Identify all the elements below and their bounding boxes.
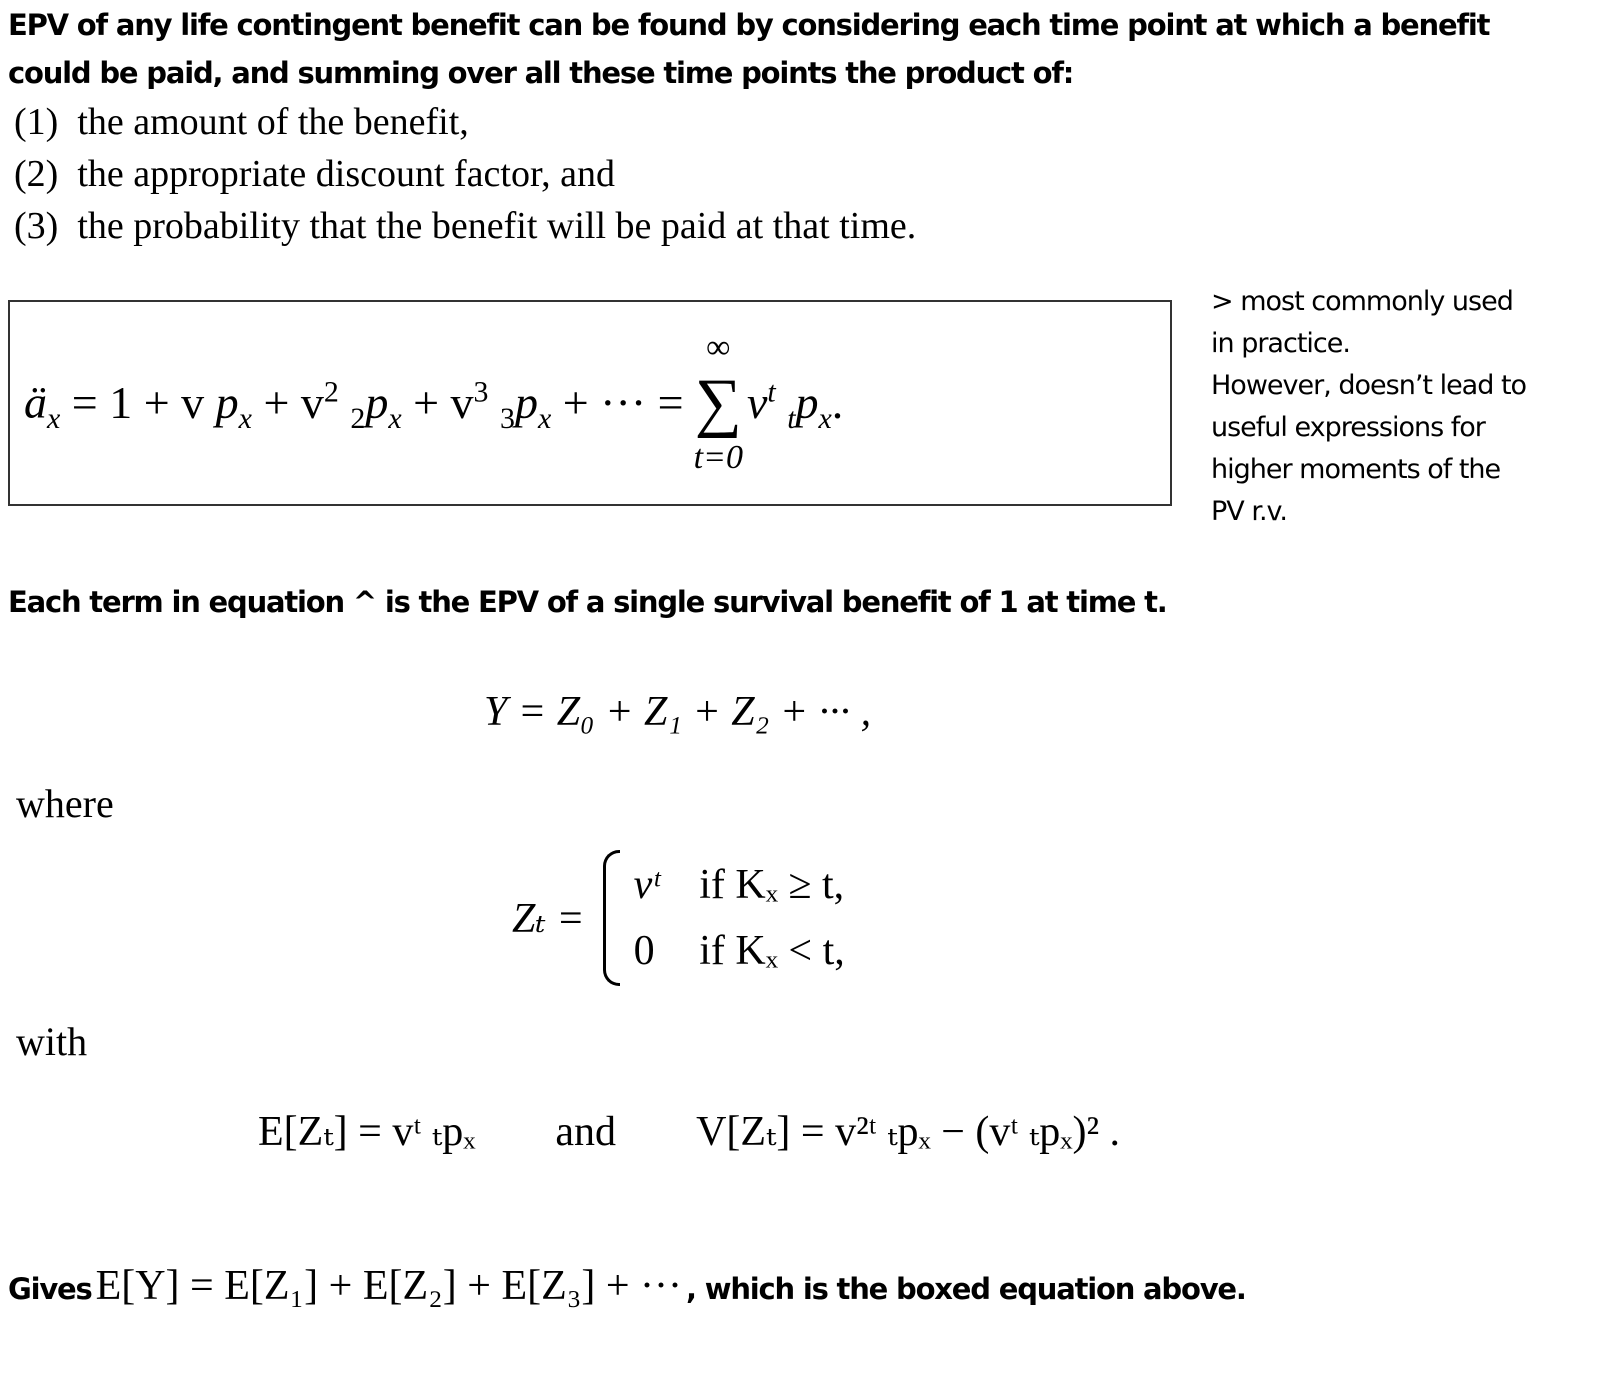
case2-condition: if Kₓ < t,	[699, 928, 845, 974]
moments	[258, 1106, 1120, 1156]
case1-value: vᵗ	[633, 862, 660, 908]
case2-value: 0	[633, 928, 655, 974]
where-label: where	[16, 781, 114, 826]
side-note-line: useful expressions for	[1211, 412, 1485, 443]
each-term-text: Each term in equation ^ is the EPV of a single survival benefit of 1 at time t.	[8, 585, 1167, 619]
gives-label: Gives	[8, 1272, 92, 1306]
annuity-equation: $ä_x = 1 + v$ $p_x + v^2$ $_2p_x + v^3$ $_3p_x$ + ··· =	[24, 375, 684, 436]
zt-definition	[512, 850, 845, 986]
heading-line-1: EPV of any life contingent benefit can be found by considering each time point at which a benefit	[8, 8, 1490, 42]
sum-symbol: ∑	[694, 366, 742, 439]
side-note	[1211, 281, 1526, 533]
and-label: and	[555, 1109, 617, 1155]
with-label: with	[16, 1019, 88, 1064]
case1-condition: if Kₓ ≥ t,	[699, 862, 845, 908]
gives-rest: , which is the boxed equation above.	[686, 1272, 1246, 1306]
y-equation: Y = Z₀ + Z₁ + Z₂ + ··· ,	[484, 689, 872, 735]
side-note-line: in practice.	[1211, 328, 1350, 359]
heading-line-2: could be paid, and summing over all these time points the product of:	[8, 56, 1074, 90]
list-item: (1) the amount of the benefit,	[14, 101, 469, 143]
boxed-equation	[8, 300, 1172, 506]
side-note-line: PV r.v.	[1211, 496, 1288, 527]
summation	[694, 328, 743, 478]
list-item: (2) the appropriate discount factor, and	[14, 153, 615, 195]
variance-equation: V[Zₜ] = v²ᵗ ₜpₓ − (vᵗ ₜpₓ)² .	[696, 1109, 1121, 1155]
side-note-line: However, doesn’t lead to	[1211, 370, 1527, 401]
gives-line	[8, 1262, 1246, 1310]
list-item: (3) the probability that the benefit will be paid at that time.	[14, 205, 917, 247]
sum-upper-limit: ∞	[706, 329, 731, 366]
gives-equation: E[Y] = E[Z₁] + E[Z₂] + E[Z₃] + ···	[95, 1263, 683, 1309]
sum-term: $v^t$ $_tp_x$.	[746, 375, 844, 436]
expectation-equation: E[Zₜ] = vᵗ ₜpₓ	[258, 1109, 476, 1155]
brace	[603, 850, 620, 986]
sum-lower-limit: t=0	[693, 439, 743, 476]
side-note-line: > most commonly used	[1211, 286, 1513, 317]
zt-lhs: Zₜ =	[512, 896, 585, 942]
side-note-line: higher moments of the	[1211, 454, 1501, 485]
cases	[634, 852, 845, 984]
